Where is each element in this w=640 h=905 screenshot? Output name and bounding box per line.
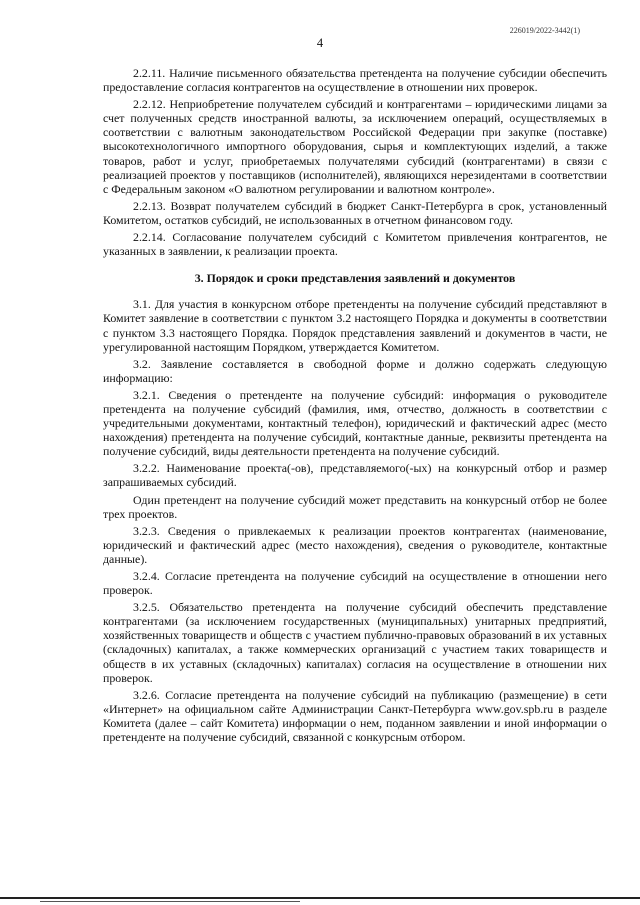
paragraph-2-2-13: 2.2.13. Возврат получателем субсидий в бюджет Санкт-Петербурга в срок, установленный Комитетом, остатков субсидий, не использованных в отчетном финансовом году. (103, 198, 607, 227)
paragraph-2-2-11: 2.2.11. Наличие письменного обязательства претендента на получение субсидии обеспечить предоставление согласия контрагентов на осуществление в отношении них проверок. (103, 66, 607, 95)
document-registration-number: 226019/2022-3442(1) (509, 26, 580, 35)
document-body (103, 66, 607, 747)
paragraph-3-2-2: 3.2.2. Наименование проекта(-ов), представляемого(-ых) на конкурсный отбор и размер запрашиваемых субсидий. (103, 461, 607, 490)
paragraph-3-1: 3.1. Для участия в конкурсном отборе претенденты на получение субсидий представляют в Комитет заявление в соответствии с пунктом 3.2 настоящего Порядка и документы в соответствии с пунктом 3.3 настоящего Порядка. Порядок представления заявлений и документов в части, не урегулированной настоящим Порядком, утверждается Комитетом. (103, 297, 607, 354)
paragraph-2-2-14: 2.2.14. Согласование получателем субсидий с Комитетом привлечения контрагентов, не указанных в заявлении, к реализации проекта. (103, 230, 607, 259)
paragraph-3-2-6: 3.2.6. Согласие претендента на получение субсидий на публикацию (размещение) в сети «Интернет» на официальном сайте Администрации Санкт-Петербурга www.gov.spb.ru в разделе Комитета (далее – сайт Комитета) информации о нем, поданном заявлении и иной информации о претенденте на получение субсидий, связанной с конкурсным отбором. (103, 687, 607, 745)
paragraph-3-2-5: 3.2.5. Обязательство претендента на получение субсидий обеспечить представление контрагентами (за исключением государственных (муниципальных) унитарных предприятий, хозяйственных товариществ и обществ с участием публично-правовых образований в их уставных (складочных) капиталах, а также коммерческих организаций с участием таких товариществ и обществ в их уставных (складочных) капиталах) согласия на осуществление в отношении них проверок. (103, 600, 607, 685)
scan-edge-line (0, 897, 640, 899)
paragraph-3-2-1: 3.2.1. Сведения о претенденте на получение субсидий: информация о руководителе претендента на получение субсидий (фамилия, имя, отчество, должность в соответствии с учредительными документами, контактный телефон), юридический и фактический адрес (место нахождения) претендента на получение субсидий, контактные данные, реквизиты претендента на получение субсидий, виды деятельности претендента на получение субсидий. (103, 387, 607, 459)
paragraph-3-2-3: 3.2.3. Сведения о привлекаемых к реализации проектов контрагентах (наименование, юридический и фактический адрес (место нахождения), сведения о руководителе, контактные данные). (103, 523, 607, 566)
page-number: 4 (316, 36, 324, 50)
paragraph-3-2-4: 3.2.4. Согласие претендента на получение субсидий на осуществление в отношении него проверок. (103, 569, 607, 598)
section-heading: 3. Порядок и сроки представления заявлений и документов (194, 271, 516, 286)
paragraph-3-2: 3.2. Заявление составляется в свободной форме и должно содержать следующую информацию: (103, 356, 607, 385)
paragraph-2-2-12: 2.2.12. Неприобретение получателем субсидий и контрагентами – юридическими лицами за счет полученных средств иностранной валюты, за исключением операций, осуществляемых в соответствии с валютным законодательством Российской Федерации при закупке (поставке) высокотехнологичного импортного оборудования, сырья и комплектующих изделий, а также товаров, работ и услуг, приобретаемых получателями субсидий (контрагентами) в связи с реализацией проектов у поставщиков (исполнителей), являющихся нерезидентами в соответствии с Федеральным законом «О валютном регулировании и валютном контроле». (103, 97, 607, 196)
paragraph-projects-limit: Один претендент на получение субсидий может представить на конкурсный отбор не более трех проектов. (103, 492, 607, 521)
scan-edge-line-secondary (40, 901, 300, 902)
